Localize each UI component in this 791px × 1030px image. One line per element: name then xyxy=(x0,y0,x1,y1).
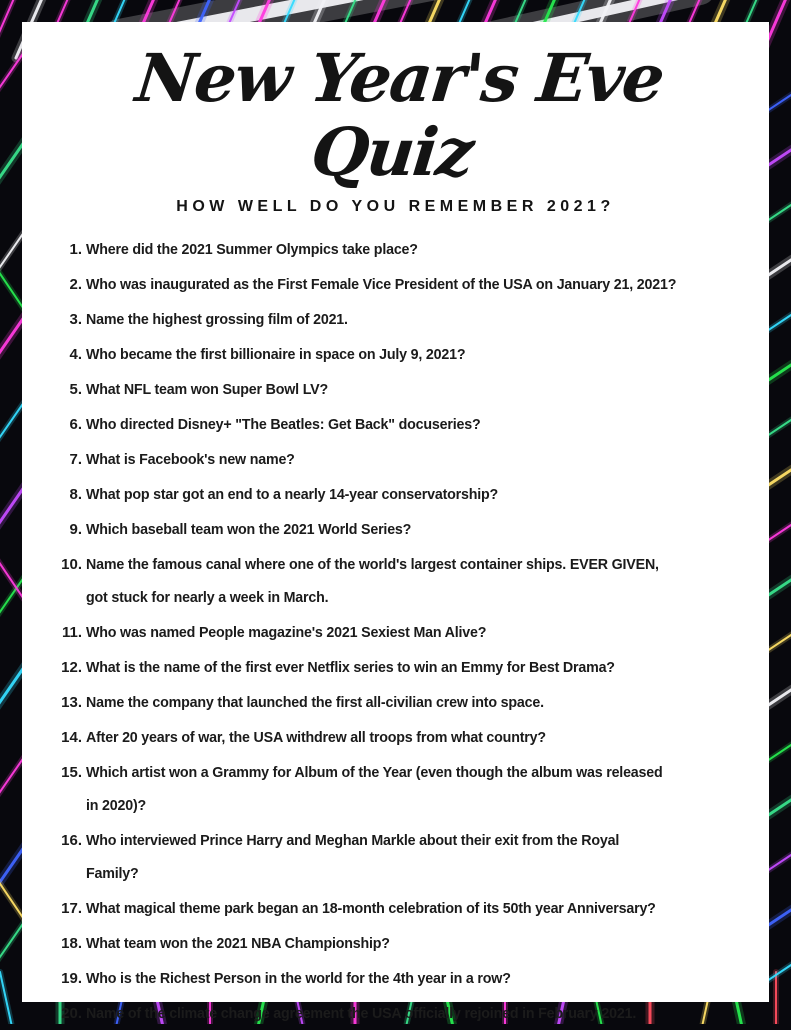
question-text xyxy=(86,233,745,266)
question-number: 18. xyxy=(61,934,82,952)
question-item xyxy=(46,756,745,822)
question-item xyxy=(46,616,745,649)
question-text xyxy=(86,408,745,441)
question-text xyxy=(86,892,745,925)
question-text xyxy=(86,303,745,336)
question-text xyxy=(86,338,745,371)
question-item xyxy=(46,962,745,995)
question-number: 10. xyxy=(61,555,82,573)
question-text-line: Name of the climate change agreement the USA officially rejoined in February 2021. xyxy=(86,1004,637,1022)
question-text xyxy=(86,824,745,890)
question-number: 9. xyxy=(69,520,82,538)
question-text xyxy=(86,268,745,301)
question-number: 4. xyxy=(69,345,82,363)
question-item xyxy=(46,548,745,614)
question-number: 14. xyxy=(61,728,82,746)
question-text xyxy=(86,962,745,995)
question-number: 6. xyxy=(69,415,82,433)
question-text-line: Who is the Richest Person in the world for the 4th year in a row? xyxy=(86,969,511,987)
question-item xyxy=(46,997,745,1030)
question-text-line: in 2020)? xyxy=(86,796,147,814)
question-text xyxy=(86,548,745,614)
question-item xyxy=(46,892,745,925)
page-subtitle: HOW WELL DO YOU REMEMBER 2021? xyxy=(176,197,615,215)
question-text-line: After 20 years of war, the USA withdrew all troops from what country? xyxy=(86,728,546,746)
question-text-line: Which artist won a Grammy for Album of the Year (even though the album was released xyxy=(86,763,663,781)
question-text-line: Family? xyxy=(86,864,139,882)
question-text-line: Name the company that launched the first all-civilian crew into space. xyxy=(86,693,544,711)
question-item xyxy=(46,927,745,960)
question-number: 8. xyxy=(69,485,82,503)
question-item xyxy=(46,233,745,266)
question-text-line: Who directed Disney+ "The Beatles: Get Back" docuseries? xyxy=(86,415,481,433)
question-text-line: Who was named People magazine's 2021 Sexiest Man Alive? xyxy=(86,623,487,641)
question-text-line: Who became the first billionaire in space on July 9, 2021? xyxy=(86,345,466,363)
question-item xyxy=(46,373,745,406)
question-text xyxy=(86,686,745,719)
question-text-line: Which baseball team won the 2021 World Series? xyxy=(86,520,412,538)
quiz-card xyxy=(22,22,769,1022)
question-number: 17. xyxy=(61,899,82,917)
question-number: 13. xyxy=(61,693,82,711)
question-number: 15. xyxy=(61,763,82,781)
question-list xyxy=(46,233,745,1030)
question-number: 20. xyxy=(61,1004,82,1022)
question-text-line: What magical theme park began an 18-month celebration of its 50th year Anniversary? xyxy=(86,899,656,917)
question-text xyxy=(86,478,745,511)
question-text xyxy=(86,721,745,754)
question-number: 11. xyxy=(61,623,82,641)
question-item xyxy=(46,513,745,546)
question-text-line: Name the famous canal where one of the world's largest container ships. EVER GIVEN, xyxy=(86,555,659,573)
question-text-line: What pop star got an end to a nearly 14-year conservatorship? xyxy=(86,485,499,503)
question-text xyxy=(86,927,745,960)
question-text-line: Where did the 2021 Summer Olympics take place? xyxy=(86,240,418,258)
question-text xyxy=(86,616,745,649)
question-item xyxy=(46,721,745,754)
page-title: New Year's Eve Quiz xyxy=(132,39,667,191)
question-number: 7. xyxy=(69,450,82,468)
question-text xyxy=(86,997,745,1030)
question-number: 16. xyxy=(61,831,82,849)
question-text xyxy=(86,373,745,406)
question-item xyxy=(46,686,745,719)
question-text-line: Who was inaugurated as the First Female Vice President of the USA on January 21, 2021? xyxy=(86,275,677,293)
question-number: 12. xyxy=(61,658,82,676)
question-text-line: Who interviewed Prince Harry and Meghan Markle about their exit from the Royal xyxy=(86,831,620,849)
question-number: 1. xyxy=(69,240,82,258)
question-text-line: What is the name of the first ever Netflix series to win an Emmy for Best Drama? xyxy=(86,658,615,676)
question-item xyxy=(46,478,745,511)
question-item xyxy=(46,443,745,476)
question-item xyxy=(46,408,745,441)
question-item xyxy=(46,338,745,371)
question-text-line: What is Facebook's new name? xyxy=(86,450,295,468)
question-text xyxy=(86,756,745,822)
question-item xyxy=(46,824,745,890)
question-number: 19. xyxy=(61,969,82,987)
question-item xyxy=(46,303,745,336)
question-text xyxy=(86,443,745,476)
question-text xyxy=(86,651,745,684)
question-text xyxy=(86,513,745,546)
question-text-line: What NFL team won Super Bowl LV? xyxy=(86,380,328,398)
question-text-line: What team won the 2021 NBA Championship? xyxy=(86,934,390,952)
question-text-line: got stuck for nearly a week in March. xyxy=(86,588,329,606)
question-number: 5. xyxy=(69,380,82,398)
question-item xyxy=(46,651,745,684)
question-number: 3. xyxy=(69,310,82,328)
question-item xyxy=(46,268,745,301)
question-number: 2. xyxy=(69,275,82,293)
question-text-line: Name the highest grossing film of 2021. xyxy=(86,310,348,328)
